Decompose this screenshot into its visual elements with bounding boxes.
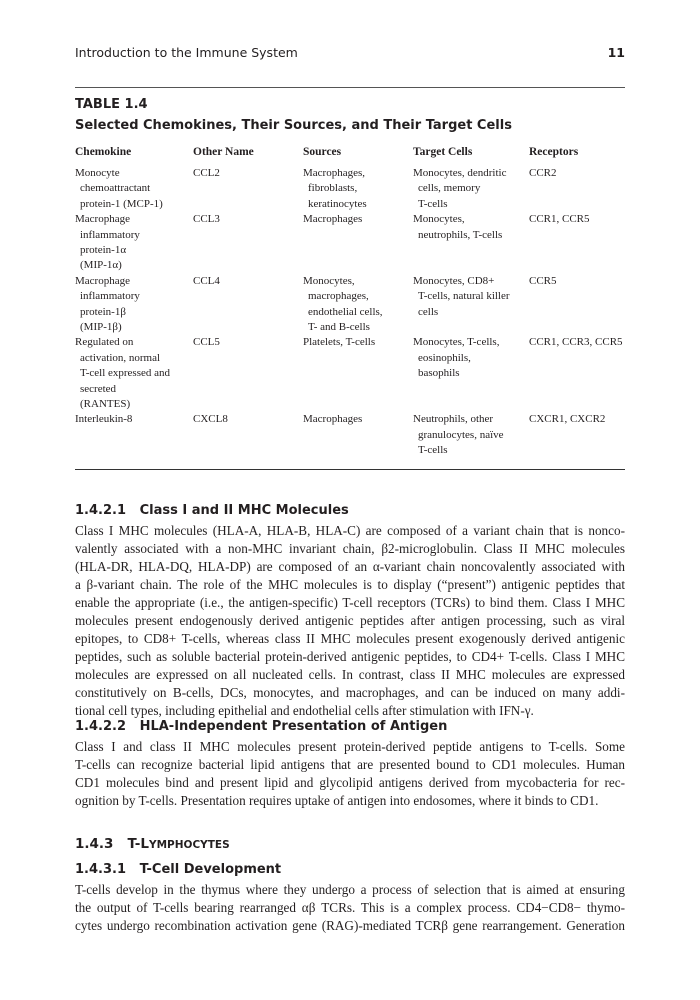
- table-row: [75, 212, 625, 274]
- cell-line: T-cells: [418, 444, 448, 457]
- cell-line: CCL5: [193, 336, 220, 349]
- cell-line: cells: [418, 305, 439, 318]
- cell-line: T-cells, natural killer: [418, 290, 510, 303]
- running-head: [75, 45, 625, 60]
- cell-line: Macrophages,: [303, 167, 366, 179]
- cell-line: (MIP-1α): [80, 259, 122, 272]
- cell-line: keratinocytes: [308, 197, 367, 210]
- paragraph-t-cell-development: [75, 881, 625, 935]
- column-header-sources: Sources: [303, 146, 342, 158]
- cell-line: (MIP-1β): [80, 321, 122, 333]
- cell-receptors: [529, 212, 590, 227]
- cell-line: cells, memory: [418, 182, 481, 195]
- cell-chemokine: [75, 335, 170, 412]
- table-body: [75, 166, 625, 459]
- cell-sources: [303, 166, 367, 212]
- cell-receptors: [529, 412, 605, 427]
- cell-line: Macrophage: [75, 213, 130, 226]
- cell-target-cells: [413, 412, 504, 458]
- paragraph-mhc-molecules: [75, 522, 625, 720]
- table-row: [75, 274, 625, 336]
- cell-line: granulocytes, naïve: [418, 428, 504, 441]
- text-line: tional cell types, including epithelial and endothelial cells after stimulation with IFN-γ.: [75, 703, 534, 718]
- cell-line: CCL4: [193, 274, 220, 287]
- column-header-other-name: Other Name: [193, 146, 254, 158]
- text-line: ognition by T-cells. Presentation requires uptake of antigen into endosomes, where it binds to CD1.: [75, 793, 599, 808]
- text-line: molecules are expressed on all nucleated cells. In contrast, class II MHC molecules are expressed: [75, 667, 625, 682]
- cell-line: protein-1 (MCP-1): [80, 197, 163, 210]
- cell-line: protein-1β: [80, 305, 126, 318]
- cell-line: Interleukin-8: [75, 413, 133, 426]
- cell-chemokine: [75, 212, 140, 274]
- paragraph-hla-independent: [75, 738, 625, 810]
- section-title-first: T-L: [127, 836, 149, 852]
- table-label: TABLE 1.4: [75, 97, 148, 112]
- header-rule: [75, 87, 625, 88]
- text-line: Class I and class II MHC molecules present protein-derived peptide antigens to T-cells. Some: [75, 739, 625, 754]
- running-title: Introduction to the Immune System: [75, 45, 298, 60]
- cell-line: basophils: [418, 367, 460, 380]
- cell-line: protein-1α: [80, 244, 127, 256]
- cell-line: macrophages,: [308, 290, 369, 303]
- cell-line: T- and B-cells: [308, 321, 370, 333]
- cell-line: neutrophils, T-cells: [418, 228, 503, 241]
- section-number: 1.4.3.1: [75, 862, 126, 877]
- cell-other-name: [193, 412, 228, 427]
- cell-other-name: [193, 335, 220, 350]
- table-bottom-rule: [75, 469, 625, 470]
- cell-receptors: [529, 335, 623, 350]
- section-heading-1-4-3: [75, 836, 230, 852]
- cell-line: Monocytes, T-cells,: [413, 336, 500, 349]
- cell-line: CCR1, CCR5: [529, 213, 590, 226]
- cell-line: inflammatory: [80, 290, 140, 303]
- column-header-chemokine: Chemokine: [75, 146, 132, 158]
- section-title: HLA-Independent Presentation of Antigen: [139, 719, 448, 734]
- cell-other-name: [193, 274, 220, 289]
- cell-chemokine: [75, 412, 132, 427]
- cell-sources: [303, 412, 362, 427]
- cell-line: Regulated on: [75, 336, 134, 349]
- column-header-target-cells: Target Cells: [413, 146, 473, 158]
- table-row: [75, 335, 625, 412]
- cell-line: CXCR1, CXCR2: [529, 413, 606, 426]
- page-number: 11: [607, 45, 625, 60]
- table-row: [75, 166, 625, 212]
- cell-target-cells: [413, 274, 510, 320]
- text-line: a β-variant chain. The role of the MHC molecules is to display (“present”) antigenic peptides that: [75, 577, 625, 592]
- cell-line: Platelets, T-cells: [303, 336, 376, 349]
- section-title: Class I and II MHC Molecules: [139, 503, 349, 518]
- text-line: constitutively on B-cells, DCs, monocytes, and macrophages, and can be induced on many addi-: [75, 685, 625, 700]
- text-line: Class I MHC molecules (HLA-A, HLA-B, HLA-C) are composed of a variant chain that is nonco-: [75, 523, 625, 538]
- text-line: CD1 molecules bind and present lipid and glycolipid antigens derived from mycobacteria for rec-: [75, 775, 625, 790]
- table-caption: Selected Chemokines, Their Sources, and Their Target Cells: [75, 118, 512, 133]
- cell-chemokine: [75, 274, 140, 336]
- cell-line: CXCL8: [193, 413, 228, 426]
- cell-line: Macrophages: [303, 213, 363, 226]
- cell-other-name: [193, 166, 220, 181]
- cell-line: Monocyte: [75, 167, 120, 179]
- cell-line: T-cells: [418, 197, 448, 210]
- cell-line: CCR1, CCR3, CCR5: [529, 336, 623, 349]
- cell-sources: [303, 212, 362, 227]
- cell-line: activation, normal: [80, 351, 161, 364]
- section-heading-1-4-3-1: [75, 862, 281, 877]
- cell-line: Monocytes,: [413, 213, 465, 226]
- section-number: 1.4.2.1: [75, 503, 126, 518]
- cell-line: (RANTES): [80, 398, 131, 410]
- cell-line: Macrophages: [303, 413, 363, 426]
- cell-target-cells: [413, 212, 502, 243]
- cell-sources: [303, 335, 375, 350]
- cell-chemokine: [75, 166, 163, 212]
- section-number: 1.4.2.2: [75, 719, 126, 734]
- column-header-receptors: Receptors: [529, 146, 579, 158]
- cell-receptors: [529, 274, 557, 289]
- section-heading-1-4-2-1: [75, 503, 349, 518]
- text-line: T-cells can recognize bacterial lipid antigens that are presented bound to CD1 molecules. Human: [75, 757, 625, 772]
- cell-line: Macrophage: [75, 274, 130, 287]
- cell-line: CCR2: [529, 167, 557, 179]
- section-title-rest: YMPHOCYTES: [148, 839, 230, 851]
- cell-line: chemoattractant: [80, 182, 151, 195]
- cell-line: Monocytes,: [303, 274, 355, 287]
- cell-line: CCL3: [193, 213, 220, 226]
- text-line: T-cells develop in the thymus where they undergo a process of selection that is aimed at ensuring: [75, 882, 625, 897]
- text-line: valently associated with a non-MHC invariant chain, β2-microglobulin. Class II MHC molecules: [75, 541, 625, 556]
- cell-line: T-cell expressed and: [80, 367, 171, 380]
- text-line: peptides, such as soluble bacterial protein-derived antigenic peptides, to CD4+ T-cells. Class I MHC: [75, 649, 625, 664]
- section-heading-1-4-2-2: [75, 719, 447, 734]
- cell-other-name: [193, 212, 220, 227]
- cell-line: CCL2: [193, 167, 220, 179]
- cell-line: fibroblasts,: [308, 182, 358, 195]
- cell-line: Monocytes, dendritic: [413, 167, 507, 179]
- cell-line: secreted: [80, 382, 117, 395]
- section-number: 1.4.3: [75, 836, 114, 852]
- text-line: cytes undergo recombination activation gene (RAG)-mediated TCRβ gene rearrangement. Generation: [75, 918, 625, 933]
- cell-line: eosinophils,: [418, 351, 471, 364]
- cell-target-cells: [413, 166, 506, 212]
- cell-line: endothelial cells,: [308, 305, 383, 318]
- cell-sources: [303, 274, 383, 336]
- section-title: T-Cell Development: [139, 862, 282, 877]
- cell-line: inflammatory: [80, 228, 140, 241]
- text-line: molecules present endogenously derived antigenic peptides after antigen processing, such as viral: [75, 613, 625, 628]
- table-row: [75, 412, 625, 458]
- text-line: epitopes, to CD8+ T-cells, whereas class II MHC molecules present exogenously derived antigenic: [75, 631, 625, 646]
- cell-line: CCR5: [529, 274, 557, 287]
- cell-line: Monocytes, CD8+: [413, 274, 495, 287]
- text-line: enable the appropriate (i.e., the antigen-specific) T-cell receptors (TCRs) to bind them. Class I MHC: [75, 595, 625, 610]
- cell-target-cells: [413, 335, 499, 381]
- cell-line: Neutrophils, other: [413, 413, 494, 426]
- cell-receptors: [529, 166, 557, 181]
- text-line: (HLA-DR, HLA-DQ, HLA-DP) are composed of an α-variant chain noncovalently associated with: [75, 559, 625, 574]
- text-line: the output of T-cells bearing rearranged αβ TCRs. This is a complex process. CD4−CD8− thymo-: [75, 900, 625, 915]
